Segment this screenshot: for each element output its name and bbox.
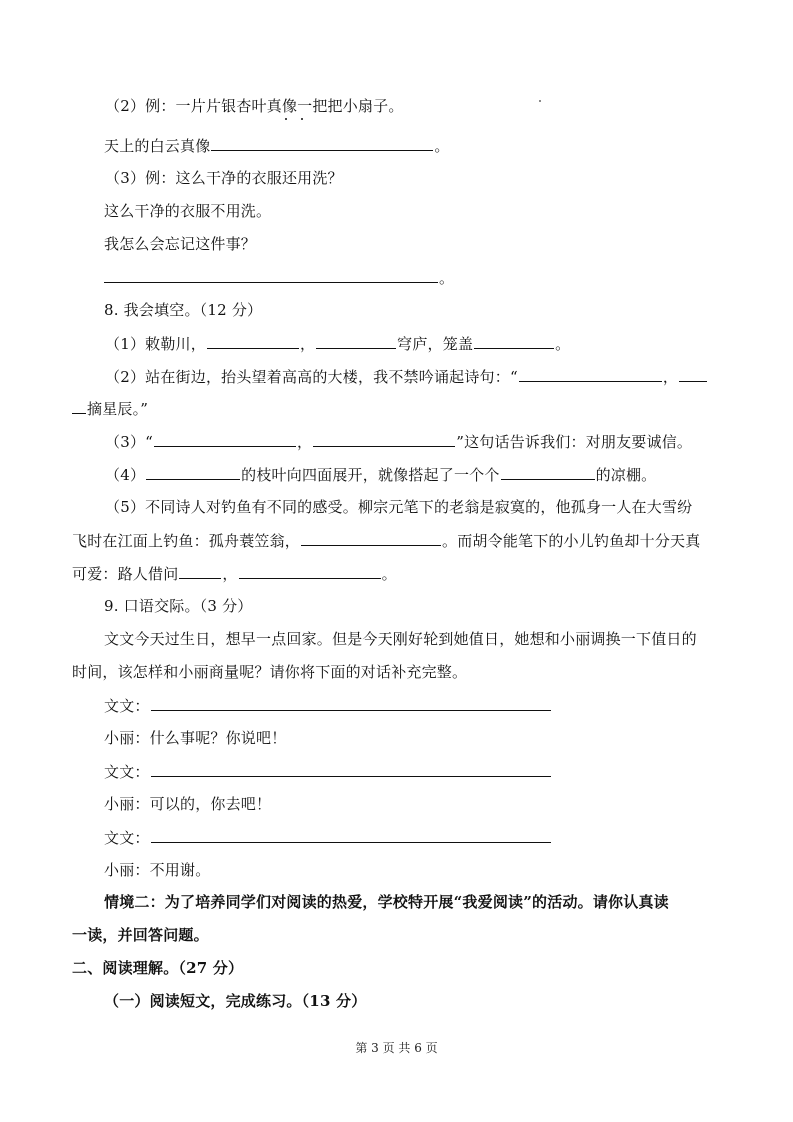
emphasis-dot	[294, 98, 309, 115]
punctuation: 。	[439, 269, 455, 287]
q8-item1	[105, 333, 570, 354]
scenario-line1	[104, 892, 669, 912]
q8-item4-text: 的枝叶向四面展开，就像搭起了一个个	[241, 466, 500, 484]
q8-item5-text: 。而胡令能笔下的小儿钓鱼却十分天真	[442, 532, 701, 550]
dialogue-text: 小丽：什么事呢？你说吧！	[104, 729, 287, 747]
answer-blank[interactable]	[207, 333, 299, 349]
dialogue-wenwen-3	[104, 827, 552, 848]
answer-blank[interactable]	[301, 530, 441, 546]
dialogue-xiaoli-1	[104, 728, 286, 748]
punctuation: 。	[434, 137, 450, 155]
section2-title	[72, 958, 243, 978]
q7-part3-question	[104, 234, 256, 254]
q8-title	[104, 300, 262, 320]
answer-blank[interactable]	[104, 267, 438, 283]
punctuation: ，	[662, 368, 679, 386]
answer-blank[interactable]	[501, 464, 595, 480]
answer-blank[interactable]	[211, 135, 433, 151]
answer-blank[interactable]	[151, 761, 551, 777]
q7-part3-example-answer	[104, 201, 271, 221]
q8-item2	[105, 366, 708, 387]
punctuation: ，	[297, 433, 313, 451]
emphasis-dot	[278, 98, 293, 115]
answer-blank[interactable]	[151, 695, 551, 711]
punctuation: ，	[222, 565, 238, 583]
answer-blank[interactable]	[72, 398, 86, 414]
answer-blank[interactable]	[154, 431, 296, 447]
dialogue-text: 小丽：不用谢。	[104, 861, 211, 879]
answer-blank[interactable]	[151, 827, 551, 843]
q8-item5-line1	[105, 497, 692, 517]
dialogue-text: 小丽：可以的，你去吧！	[104, 795, 272, 813]
scan-speck	[539, 100, 541, 102]
q8-item4-text: （4）	[105, 466, 146, 484]
dialogue-xiaoli-3	[104, 860, 210, 880]
q8-item1-text: 穹庐，笼盖	[397, 335, 474, 353]
q8-item2-text: 摘星辰。”	[87, 400, 149, 418]
q7-part3-answer-line	[104, 267, 454, 288]
q8-item2-cont	[72, 398, 148, 419]
q7-part2-prompt: 天上的白云真像	[104, 137, 211, 155]
q8-title-text: 8. 我会填空。（12 分）	[104, 301, 263, 319]
q8-item2-text: （2）站在街边，抬头望着高高的大楼，我不禁吟诵起诗句：“	[105, 368, 518, 386]
page-footer: 第 3 页 共 6 页	[355, 1041, 438, 1055]
dialogue-wenwen-2	[104, 761, 552, 782]
answer-blank[interactable]	[474, 333, 554, 349]
scenario-text: 情境二：为了培养同学们对阅读的热爱，学校特开展“我爱阅读”的活动。请你认真读	[104, 893, 669, 911]
q7-part3-example-text: 这么干净的衣服不用洗。	[104, 202, 272, 220]
q7-part2-example	[105, 96, 404, 116]
q8-item4	[105, 464, 656, 485]
scenario-line2	[72, 925, 209, 945]
q8-item3-text: ”这句话告诉我们：对朋友要诚信。	[456, 433, 693, 451]
q9-intro-text: 时间，该怎样和小丽商量呢？请你将下面的对话补充完整。	[72, 663, 468, 681]
answer-blank[interactable]	[146, 464, 240, 480]
q8-item4-text: 的凉棚。	[595, 466, 657, 484]
q7-part3-example	[105, 168, 343, 188]
subsection-heading: （一）阅读短文，完成练习。（13 分）	[104, 992, 367, 1010]
q8-item3	[105, 431, 692, 452]
answer-blank[interactable]	[519, 366, 662, 382]
q8-item3-text: （3）“	[105, 433, 154, 451]
q9-intro-text: 文文今天过生日，想早一点回家。但是今天刚好轮到她值日，她想和小丽调换一下值日的	[104, 630, 697, 648]
q9-intro-line1	[104, 629, 697, 649]
section2-sub1	[104, 991, 366, 1011]
q8-item5-text: 可爱：路人借问	[72, 565, 179, 583]
q8-item5-text: （5）不同诗人对钓鱼有不同的感受。柳宗元笔下的老翁是寂寞的，他孤身一人在大雪纷	[105, 498, 693, 516]
punctuation: ，	[299, 335, 316, 353]
q8-item5-text: 飞时在江面上钓鱼：孤舟蓑笠翁，	[72, 532, 301, 550]
answer-blank[interactable]	[239, 563, 381, 579]
q7-part3-label: （3）例：这么干净的衣服还用洗？	[105, 169, 343, 187]
punctuation: 。	[381, 565, 397, 583]
answer-blank[interactable]	[316, 333, 396, 349]
q7-part2-answer-line	[104, 135, 450, 156]
q8-item5-line2	[72, 530, 700, 551]
q9-title-text: 9. 口语交际。（3 分）	[104, 597, 253, 615]
dialogue-xiaoli-2	[104, 794, 271, 814]
scenario-text: 一读，并回答问题。	[72, 926, 209, 944]
speaker-label: 文文：	[104, 829, 150, 847]
dialogue-wenwen-1	[104, 695, 552, 716]
speaker-label: 文文：	[104, 763, 150, 781]
q7-part2-label: （2）例：一片片银杏叶真像一把把小扇子。	[105, 97, 404, 115]
q9-intro-line2	[72, 662, 467, 682]
speaker-label: 文文：	[104, 697, 150, 715]
answer-blank[interactable]	[679, 366, 707, 382]
q8-item1-text: （1）敕勒川，	[105, 335, 206, 353]
answer-blank[interactable]	[179, 563, 221, 579]
q8-item5-line3	[72, 563, 397, 584]
answer-blank[interactable]	[313, 431, 455, 447]
q7-part3-question-text: 我怎么会忘记这件事？	[104, 235, 257, 253]
section-heading: 二、阅读理解。（27 分）	[72, 959, 244, 977]
q9-title	[104, 596, 253, 616]
punctuation: 。	[555, 335, 571, 353]
